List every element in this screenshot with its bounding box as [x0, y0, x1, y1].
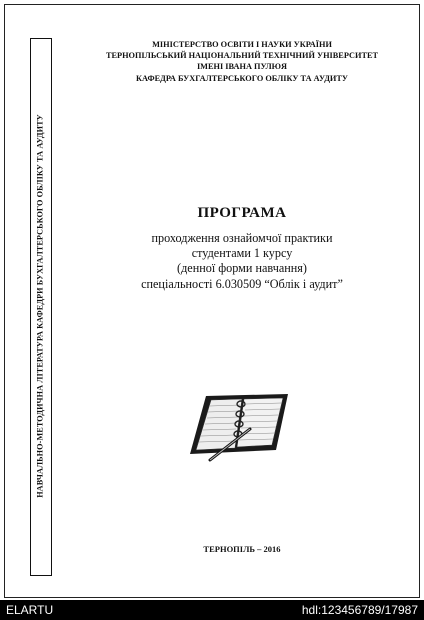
- header-university: ТЕРНОПІЛЬСЬКИЙ НАЦІОНАЛЬНИЙ ТЕХНІЧНИЙ УНІВЕРСИТЕТ: [105, 51, 379, 61]
- subtitle-line-3: (денної форми навчання): [177, 261, 307, 276]
- document-title: ПРОГРАМА: [197, 205, 287, 221]
- subtitle-line-2: студентами 1 курсу: [191, 246, 293, 261]
- subtitle-line-1: проходження ознайомчої практики: [151, 231, 333, 245]
- handle-link[interactable]: hdl:123456789/17987: [301, 603, 418, 617]
- repository-bar: [0, 600, 424, 620]
- header-university-name: ІМЕНІ ІВАНА ПУЛЮЯ: [196, 62, 288, 72]
- city-year: ТЕРНОПІЛЬ – 2016: [203, 544, 281, 554]
- notebook-with-pen-icon: [180, 384, 300, 464]
- header-department: КАФЕДРА БУХГАЛТЕРСЬКОГО ОБЛІКУ ТА АУДИТУ: [136, 73, 348, 83]
- side-label: НАВЧАЛЬНО-МЕТОДИЧНА ЛІТЕРАТУРА КАФЕДРИ БУХГАЛТЕРСЬКОГО ОБЛІКУ ТА АУДИТУ: [35, 114, 45, 498]
- page-border: [4, 4, 420, 598]
- subtitle-line-4: спеціальності 6.030509 “Облік і аудит”: [141, 276, 343, 291]
- header-ministry: МІНІСТЕРСТВО ОСВІТИ І НАУКИ УКРАЇНИ: [152, 40, 332, 49]
- repository-name: ELARTU: [6, 603, 54, 617]
- subtitle-block: [60, 231, 424, 292]
- header-block: [60, 39, 424, 84]
